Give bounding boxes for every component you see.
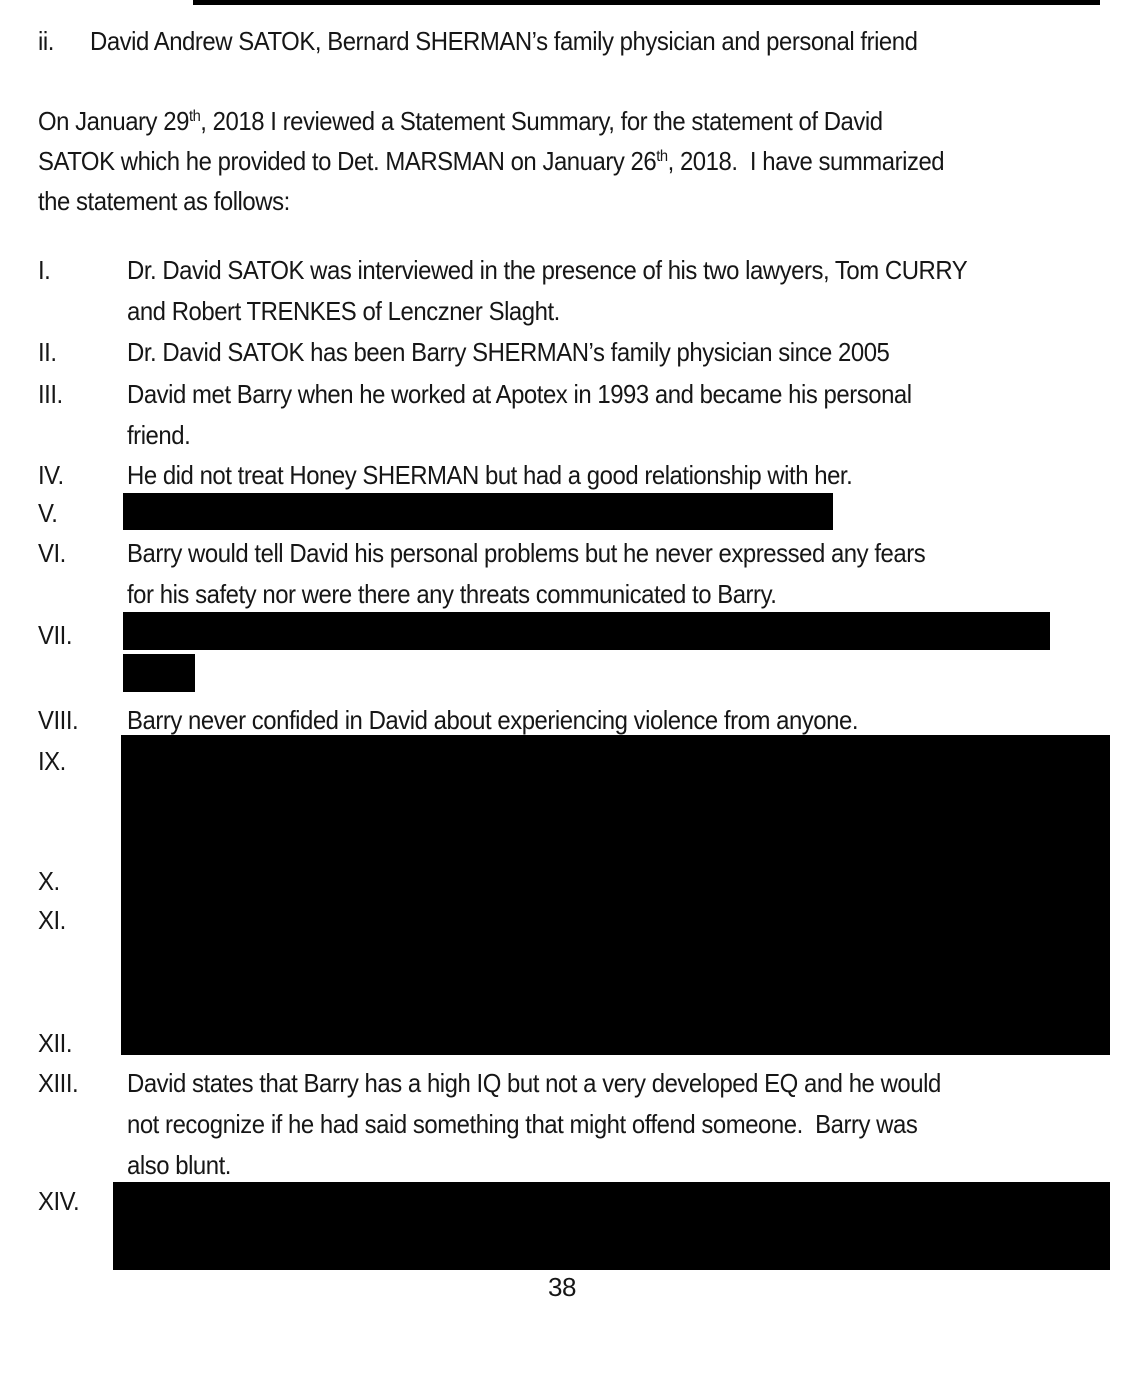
list-item-line: Barry would tell David his personal problems but he never expressed any fears xyxy=(127,538,926,568)
list-item-numeral: XII. xyxy=(38,1028,73,1058)
list-item-line: Dr. David SATOK was interviewed in the presence of his two lawyers, Tom CURRY xyxy=(127,255,968,285)
list-item-line: and Robert TRENKES of Lenczner Slaght. xyxy=(127,296,560,326)
list-item-line: Barry never confided in David about experiencing violence from anyone. xyxy=(127,705,859,735)
page-number: 38 xyxy=(548,1272,576,1302)
redaction-bar xyxy=(121,735,1110,1055)
superscript-ordinal: th xyxy=(656,148,668,165)
intro-line: On January 29th, 2018 I reviewed a Statement Summary, for the statement of David xyxy=(38,106,883,136)
list-item-line: He did not treat Honey SHERMAN but had a good relationship with her. xyxy=(127,460,853,490)
list-item-numeral: I. xyxy=(38,255,51,285)
list-item-line: David met Barry when he worked at Apotex in 1993 and became his personal xyxy=(127,379,912,409)
intro-line: SATOK which he provided to Det. MARSMAN on January 26th, 2018. I have summarized xyxy=(38,146,945,176)
list-item-numeral: IV. xyxy=(38,460,64,490)
list-item-numeral: IX. xyxy=(38,746,66,776)
redaction-bar xyxy=(113,1182,1110,1270)
list-item-numeral: VIII. xyxy=(38,705,79,735)
section-heading-numeral: ii. xyxy=(38,26,54,56)
list-item-line: Dr. David SATOK has been Barry SHERMAN’s family physician since 2005 xyxy=(127,337,890,367)
section-heading: David Andrew SATOK, Bernard SHERMAN’s family physician and personal friend xyxy=(90,26,918,56)
redaction-bar xyxy=(123,493,833,530)
redaction-bar xyxy=(123,612,1050,650)
list-item-numeral: II. xyxy=(38,337,57,367)
list-item-line: for his safety nor were there any threats communicated to Barry. xyxy=(127,579,777,609)
list-item-line: David states that Barry has a high IQ but not a very developed EQ and he would xyxy=(127,1068,941,1098)
list-item-numeral: III. xyxy=(38,379,63,409)
list-item-numeral: VII. xyxy=(38,620,73,650)
list-item-line: not recognize if he had said something that might offend someone. Barry was xyxy=(127,1109,918,1139)
list-item-numeral: XI. xyxy=(38,905,66,935)
list-item-line: also blunt. xyxy=(127,1150,231,1180)
list-item-numeral: X. xyxy=(38,866,60,896)
redaction-bar xyxy=(123,654,195,692)
list-item-numeral: VI. xyxy=(38,538,66,568)
list-item-numeral: XIII. xyxy=(38,1068,79,1098)
list-item-line: friend. xyxy=(127,420,191,450)
list-item-numeral: XIV. xyxy=(38,1186,80,1216)
superscript-ordinal: th xyxy=(188,108,201,125)
top-redaction-bar xyxy=(193,0,1100,5)
intro-line: the statement as follows: xyxy=(38,186,290,216)
list-item-numeral: V. xyxy=(38,498,58,528)
